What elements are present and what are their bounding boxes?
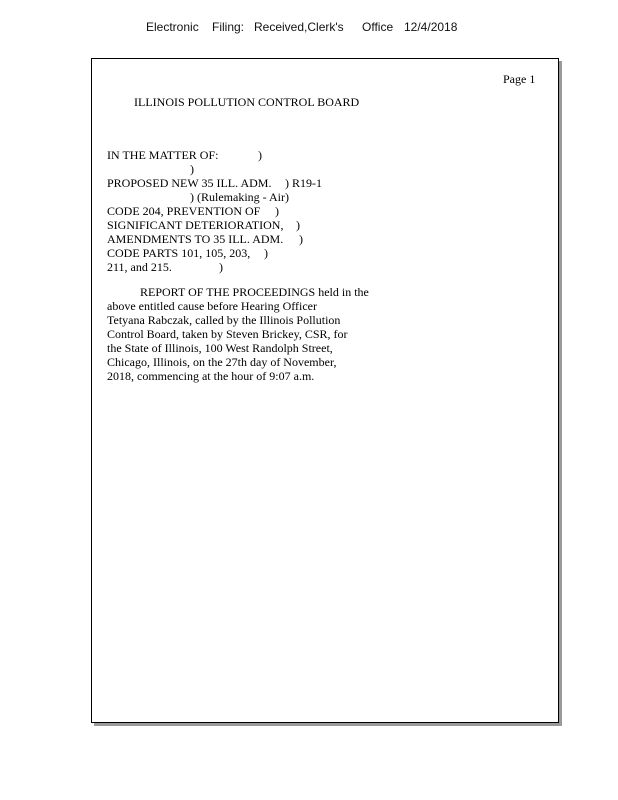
caption-rulemaking-type: ) (Rulemaking - Air) <box>190 190 289 204</box>
caption-paren: ) <box>264 246 268 260</box>
caption-docket-number: ) R19-1 <box>285 176 322 190</box>
report-line: Control Board, taken by Steven Brickey, CSR, for <box>107 327 348 341</box>
caption-paren: ) <box>190 162 194 176</box>
report-line: 2018, commencing at the hour of 9:07 a.m. <box>107 369 315 383</box>
stamp-word-office: Office <box>362 20 394 34</box>
report-line: above entitled cause before Hearing Officer <box>107 299 318 313</box>
caption-paren: ) <box>258 148 262 162</box>
caption-line: CODE PARTS 101, 105, 203, <box>107 246 251 260</box>
electronic-filing-stamp <box>0 20 618 36</box>
page-number: Page 1 <box>503 72 536 86</box>
stamp-date: 12/4/2018 <box>404 20 458 34</box>
caption-matter: IN THE MATTER OF: <box>107 148 219 162</box>
report-line: Tetyana Rabczak, called by the Illinois Pollution <box>107 313 341 327</box>
caption-line: CODE 204, PREVENTION OF <box>107 204 261 218</box>
caption-paren: ) <box>219 260 223 274</box>
stamp-word-received: Received,Clerk's <box>254 20 344 34</box>
caption-paren: ) <box>296 218 300 232</box>
caption-line: AMENDMENTS TO 35 ILL. ADM. <box>107 232 284 246</box>
stamp-word-electronic: Electronic <box>146 20 199 34</box>
stamp-word-filing: Filing: <box>212 20 245 34</box>
caption-line: 211, and 215. <box>107 260 172 274</box>
report-line: Chicago, Illinois, on the 27th day of November, <box>107 355 337 369</box>
report-paragraph <box>92 59 558 399</box>
caption-line: PROPOSED NEW 35 ILL. ADM. <box>107 176 272 190</box>
report-line: the State of Illinois, 100 West Randolph Street, <box>107 341 333 355</box>
document-page <box>91 58 559 723</box>
caption-paren: ) <box>299 232 303 246</box>
board-title: ILLINOIS POLLUTION CONTROL BOARD <box>134 95 360 109</box>
caption-line: SIGNIFICANT DETERIORATION, <box>107 218 284 232</box>
report-line: REPORT OF THE PROCEEDINGS held in the <box>140 285 369 299</box>
caption-paren: ) <box>275 204 279 218</box>
